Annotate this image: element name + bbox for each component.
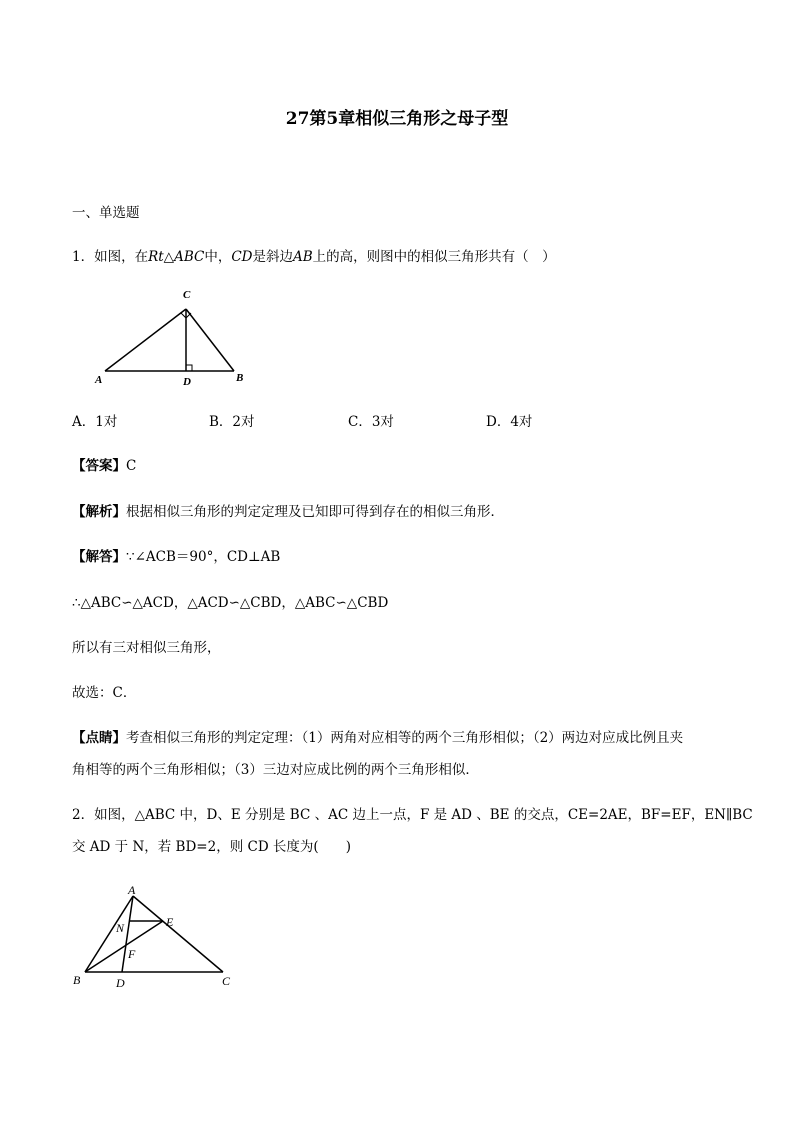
analysis-tag: 【解析】 xyxy=(72,504,126,520)
stem-text: 中， xyxy=(204,249,232,265)
label-b: B xyxy=(73,973,81,987)
question-1-stem xyxy=(72,247,556,267)
label-b: B xyxy=(236,372,244,384)
question-number: 1． xyxy=(72,249,95,265)
solution-line-1 xyxy=(72,547,280,567)
math-rt-abc: Rt△ABC xyxy=(148,249,205,265)
label-d: D xyxy=(183,376,191,388)
analysis-line xyxy=(72,502,504,522)
page-title: 27第5章相似三角形之母子型 xyxy=(285,109,509,129)
solution-text: ∵∠ACB＝90°，CD⊥AB xyxy=(126,549,281,565)
label-a: A xyxy=(128,886,136,897)
side-ac xyxy=(133,896,223,972)
label-e: E xyxy=(166,915,174,929)
side-ac xyxy=(105,309,186,371)
comment-text: 考查相似三角形的判定定理：（1）两角对应相等的两个三角形相似；（2）两边对应成比例且夹 xyxy=(126,730,684,746)
stem-text: 是斜边 xyxy=(252,249,293,265)
option-c: C．3对 xyxy=(348,414,394,430)
question-2-figure xyxy=(66,886,246,996)
math-ab: AB xyxy=(292,249,313,265)
comment-line-2: 角相等的两个三角形相似；（3）三边对应成比例的两个三角形相似． xyxy=(72,762,479,778)
question-2-stem-line-2: 交 AD 于 N，若 BD=2，则 CD 长度为( ) xyxy=(72,839,351,855)
solution-line-3: 所以有三对相似三角形， xyxy=(72,640,221,656)
label-f: F xyxy=(128,947,136,961)
question-2-stem-line-1 xyxy=(72,805,753,825)
stem-text: 上的高，则图中的相似三角形共有（ ） xyxy=(312,249,556,265)
math-cd: CD xyxy=(231,249,253,265)
question-1-figure xyxy=(88,285,258,390)
side-ab xyxy=(85,896,133,972)
stem-text: 如图，△ABC 中，D、E 分别是 BC 、AC 边上一点，F 是 AD 、BE 的交点，CE=2AE，BF=EF，EN∥BC xyxy=(94,807,753,823)
option-d: D．4对 xyxy=(486,414,533,430)
answer-line xyxy=(72,456,136,476)
stem-text: 如图，在 xyxy=(94,249,149,265)
comment-tag: 【点睛】 xyxy=(72,730,126,746)
answer-tag: 【答案】 xyxy=(72,458,126,474)
section-heading: 一、单选题 xyxy=(72,205,140,221)
answer-value: C xyxy=(126,458,137,474)
comment-line-1 xyxy=(72,728,683,748)
option-a: A．1对 xyxy=(72,414,118,430)
solution-line-4: 故选：C． xyxy=(72,685,137,701)
option-b: B．2对 xyxy=(209,414,255,430)
solution-line-2: ∴△ABC∽△ACD，△ACD∽△CBD，△ABC∽△CBD xyxy=(72,595,389,611)
side-cb xyxy=(186,309,234,371)
label-c: C xyxy=(183,289,191,301)
label-a: A xyxy=(95,374,103,386)
question-number: 2． xyxy=(72,807,95,823)
label-n: N xyxy=(116,921,125,935)
solution-tag: 【解答】 xyxy=(72,549,126,565)
right-angle-mark-d xyxy=(186,365,192,371)
analysis-text: 根据相似三角形的判定定理及已知即可得到存在的相似三角形． xyxy=(126,504,504,520)
label-d: D xyxy=(116,976,125,990)
label-c: C xyxy=(222,974,231,988)
